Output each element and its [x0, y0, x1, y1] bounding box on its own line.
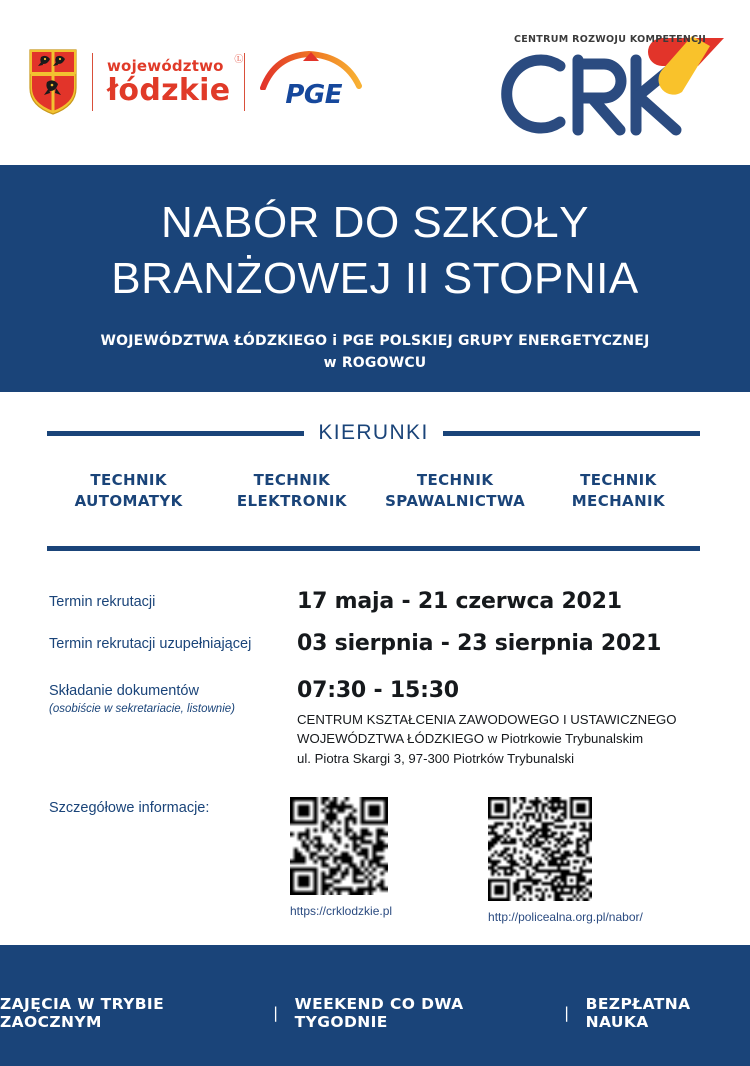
kierunek-elektronik — [210, 470, 373, 513]
kierunek-label-bottom: MECHANIK — [571, 492, 666, 511]
footer-separator-1: | — [273, 1003, 279, 1022]
documents-hours: 07:30 - 15:30 — [297, 678, 459, 703]
logo-divider-2 — [244, 53, 245, 111]
kierunek-automatyk — [47, 470, 210, 513]
kierunek-label-bottom: SPAWALNICTWA — [385, 492, 526, 511]
address-line-1: CENTRUM KSZTAŁCENIA ZAWODOWEGO I USTAWICZNEGO — [297, 711, 677, 727]
kierunek-label-top: TECHNIK — [253, 471, 331, 489]
subtitle-line-1: WOJEWÓDZTWA ŁÓDZKIEGO i PGE POLSKIEJ GRUPY ENERGETYCZNEJ — [100, 332, 650, 349]
documents-address — [297, 710, 677, 769]
title-line-2: BRANŻOWEJ II STOPNIA — [111, 254, 639, 304]
footer-band — [0, 945, 750, 1066]
footer-separator-2: | — [563, 1003, 570, 1022]
qr-caption-crklodzkie[interactable]: https://crklodzkie.pl — [290, 904, 393, 918]
row-supplementary-term — [49, 630, 709, 658]
kierunki-heading: KIERUNKI — [318, 421, 429, 444]
poster-title — [0, 165, 750, 308]
kierunek-label-bottom: AUTOMATYK — [74, 492, 183, 511]
crk-caption: CENTRUM ROZWOJU KOMPETENCJI — [514, 34, 707, 45]
kierunek-label-bottom: ELEKTRONIK — [236, 492, 347, 511]
qr-code-crklodzkie[interactable] — [290, 797, 388, 895]
logo-divider-1 — [92, 53, 93, 111]
pge-logo — [259, 50, 367, 114]
details-section — [49, 588, 709, 782]
kierunek-label-top: TECHNIK — [416, 471, 494, 489]
hero-band — [0, 165, 750, 392]
documents-label-note: (osobiście w sekretariacie, listownie) — [49, 702, 235, 715]
footer-item-1: ZAJĘCIA W TRYBIE ZAOCZNYM — [0, 994, 165, 1031]
subtitle-line-2: w ROGOWCU — [323, 355, 427, 372]
qr-item-crklodzkie[interactable] — [290, 797, 392, 918]
logo-bar — [0, 0, 750, 165]
recruitment-term-label: Termin rekrutacji — [49, 594, 156, 610]
kierunki-list — [47, 470, 700, 513]
voivodeship-line2: łódzkie — [107, 72, 231, 108]
row-recruitment-term — [49, 588, 709, 616]
footer-items — [0, 995, 750, 1031]
kierunek-label-top: TECHNIK — [580, 471, 657, 489]
qr-section — [290, 797, 690, 924]
supplementary-term-label: Termin rekrutacji uzupełniającej — [49, 635, 252, 652]
qr-section-label: Szczegółowe informacje: — [49, 800, 210, 816]
row-documents — [49, 677, 709, 768]
address-line-2: WOJEWÓDZTWA ŁÓDZKIEGO w Piotrkowie Trybunalskim — [297, 731, 644, 747]
supplementary-term-value: 03 sierpnia - 23 sierpnia 2021 — [297, 630, 662, 656]
pge-wordmark: PGE — [285, 80, 343, 110]
qr-caption-policealna[interactable]: http://policealna.org.pl/nabor/ — [488, 910, 643, 924]
footer-item-3: BEZPŁATNA NAUKA — [585, 994, 691, 1031]
voivodeship-wordmark — [107, 53, 244, 108]
documents-label — [49, 677, 297, 717]
title-line-1: NABÓR DO SZKOŁY — [160, 198, 590, 247]
kierunki-rule-right — [443, 431, 700, 436]
qr-code-policealna[interactable] — [488, 797, 592, 901]
address-line-3: ul. Piotra Skargi 3, 97-300 Piotrków Trybunalski — [297, 750, 575, 766]
documents-value-group — [297, 677, 677, 768]
kierunek-mechanik — [537, 470, 700, 513]
footer-item-2: WEEKEND CO DWA TYGODNIE — [294, 994, 464, 1031]
poster-subtitle — [0, 330, 750, 375]
kierunki-rule-bottom — [47, 546, 700, 551]
qr-item-policealna[interactable] — [488, 797, 643, 924]
lodzkie-coat-of-arms-icon — [28, 48, 78, 116]
registered-mark-icon: Ⓛ — [234, 53, 244, 64]
kierunki-rule-left — [47, 431, 304, 436]
documents-label-main: Składanie dokumentów — [49, 683, 199, 699]
recruitment-term-value: 17 maja - 21 czerwca 2021 — [297, 589, 622, 614]
partner-logos-group — [28, 48, 367, 116]
crk-logo — [486, 22, 738, 140]
voivodeship-line1: województwo — [107, 56, 224, 75]
kierunek-label-top: TECHNIK — [90, 471, 167, 489]
kierunki-heading-row — [47, 418, 700, 448]
kierunek-spawalnictwa — [374, 470, 537, 513]
